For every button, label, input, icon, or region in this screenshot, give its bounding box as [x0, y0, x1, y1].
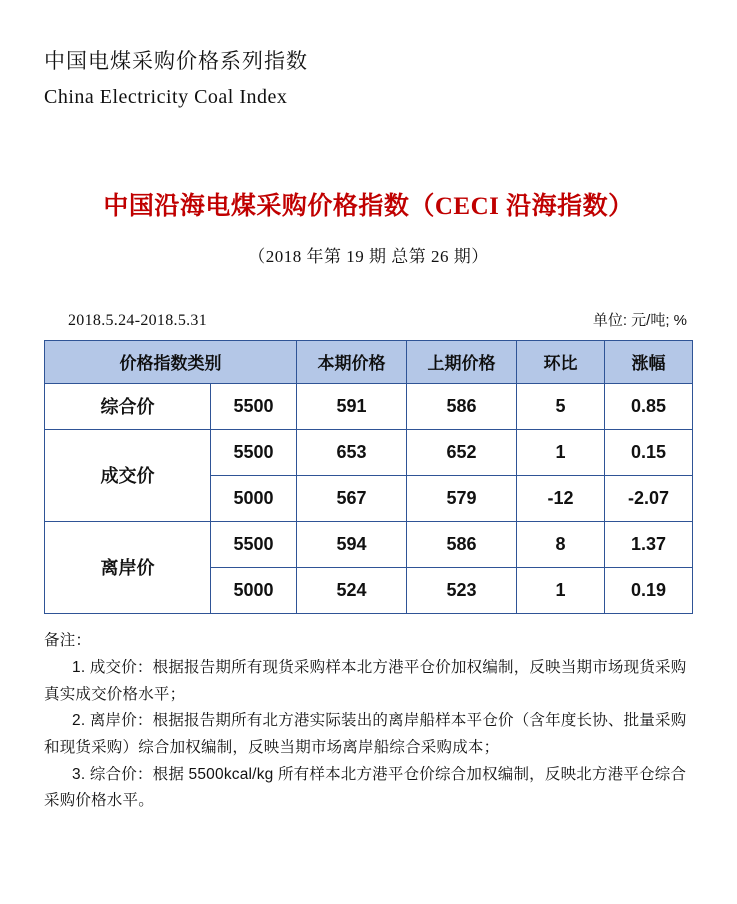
table-header-row [45, 340, 693, 383]
col-header-previous-price: 上期价格 [407, 340, 517, 383]
row-previous-price: 523 [407, 567, 517, 613]
row-previous-price: 652 [407, 429, 517, 475]
row-spec: 5500 [211, 429, 297, 475]
row-spec: 5500 [211, 383, 297, 429]
row-current-price: 594 [297, 521, 407, 567]
row-previous-price: 586 [407, 383, 517, 429]
notes-title: 备注： [44, 631, 92, 649]
row-spec: 5500 [211, 521, 297, 567]
row-label-transaction: 成交价 [45, 429, 211, 521]
meta-row [44, 309, 693, 330]
masthead-title-cn: 中国电煤采购价格系列指数 [44, 50, 308, 73]
unit-label: 单位: 元/吨; % [592, 311, 687, 329]
col-header-rate: 涨幅 [605, 340, 693, 383]
row-current-price: 567 [297, 475, 407, 521]
masthead-title-en: China Electricity Coal Index [44, 85, 288, 108]
row-label-fob: 离岸价 [45, 521, 211, 613]
row-change: 5 [517, 383, 605, 429]
row-change: 1 [517, 429, 605, 475]
row-current-price: 524 [297, 567, 407, 613]
table-header [45, 340, 693, 383]
col-header-category: 价格指数类别 [45, 340, 297, 383]
page-title: 中国沿海电煤采购价格指数（CECI 沿海指数） [103, 192, 634, 220]
row-previous-price: 586 [407, 521, 517, 567]
row-rate: 0.15 [605, 429, 693, 475]
note-item: 1. 成交价：根据报告期所有现货采购样本北方港平仓价加权编制，反映当期市场现货采购真实成交价格水平； [44, 659, 687, 703]
row-previous-price: 579 [407, 475, 517, 521]
report-period: 2018.5.24-2018.5.31 [68, 311, 208, 329]
row-current-price: 591 [297, 383, 407, 429]
table-row [45, 429, 693, 475]
row-label-composite: 综合价 [45, 383, 211, 429]
masthead [44, 0, 693, 112]
row-change: 8 [517, 521, 605, 567]
row-change: -12 [517, 475, 605, 521]
row-spec: 5000 [211, 475, 297, 521]
row-rate: 1.37 [605, 521, 693, 567]
col-header-change: 环比 [517, 340, 605, 383]
row-rate: 0.19 [605, 567, 693, 613]
notes-section [44, 628, 693, 816]
table-body [45, 383, 693, 613]
row-change: 1 [517, 567, 605, 613]
price-index-table [44, 340, 693, 614]
row-spec: 5000 [211, 567, 297, 613]
page-subtitle: （2018 年第 19 期 总第 26 期） [248, 246, 489, 266]
note-item: 2. 离岸价：根据报告期所有北方港实际装出的离岸船样本平仓价（含年度长协、批量采购和现货采购）综合加权编制，反映当期市场离岸船综合采购成本； [44, 712, 687, 757]
row-rate: -2.07 [605, 475, 693, 521]
row-rate: 0.85 [605, 383, 693, 429]
row-current-price: 653 [297, 429, 407, 475]
table-row [45, 521, 693, 567]
note-item: 3. 综合价：根据 5500kcal/kg 所有样本北方港平仓价综合加权编制，反映北方港平仓综合采购价格水平。 [44, 765, 687, 810]
col-header-current-price: 本期价格 [297, 340, 407, 383]
table-row [45, 383, 693, 429]
